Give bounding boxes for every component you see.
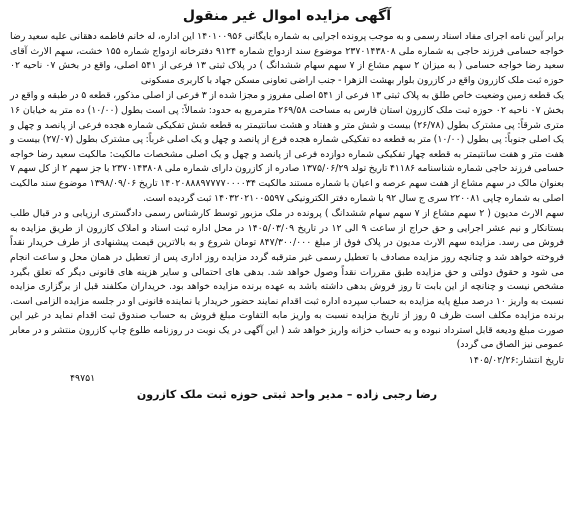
notice-body (10, 30, 564, 353)
notice-title: آگهی مزایده اموال غیر منقول (182, 8, 392, 24)
notice-code: ۴۹۷۵۱ (70, 372, 96, 384)
footer-row (10, 373, 564, 384)
notice-paragraph-auction-terms: سهم الارث مدیون ( ۲ سهم مشاع از ۷ سهم سهام ششدانگ ) پرونده در ملک مزبور توسط کارشناس رسمی دادگستری ارزیابی و در قبال طلب بستانکار و نیم عشر اجرایی و حق حراج از ساعت ۹ الی ۱۲ در تاریخ ۱۴۰۵/۰۳/۰۹ در محل اداره ثبت اسناد و املاک کازرون از طریق مزایده به فروش می رسد. مزایده سهم الارث مدیون در پلاک فوق از مبلغ ۸۴۷/۳۰۰/۰۰۰ تومان شروع و به بالاترین قیمت پیشنهادی از طرف خریدار نقداً فروخته خواهد شد و چنانچه روز مزایده مصادف با تعطیل رسمی غیر مترقبه گردد مزایده روز اداری پس از تعطیل در همان محل و ساعت انجام می شود و حقوق دولتی و حق مزایده طبق مقررات نقداً وصول خواهد شد. بدهی های احتمالی و سایر هزینه های قانونی دیگر که تعلق بگیرد مشخص نیست و چنانچه از این بابت تا روز فروش بدهی داشته باشد به عهده برنده مزایده خواهد بود. خریداران مکلفند قبل از برگزاری مزایده نسبت به واریز ۱۰ درصد مبلغ پایه مزایده به حساب سپرده اداره ثبت اقدام نمایند حضور خریدار یا نماینده قانونی او در جلسه مزایده الزامی است. برنده مزایده مکلف است ظرف ۵ روز از تاریخ مزایده نسبت به واریز مابه التفاوت مبلغ فروش به حساب صندوق ثبت اقدام نماید در غیر این صورت مبلغ ودیعه قابل استرداد نبوده و به حساب خزانه واریز خواهد شد ( این آگهی در یک نوبت در روزنامه طلوع چاپ کازرون منتشر و در معابر عمومی نیز الصاق می گردد) (10, 208, 565, 351)
publish-date: تاریخ انتشار:۱۴۰۵/۰۲/۲۶ (468, 355, 564, 367)
notice-paragraph-property: یک قطعه زمین وضعیت خاص طلق به پلاک ثبتی ۱۳ فرعی از ۵۴۱ اصلی مفروز و مجزا شده از ۳ فرعی از اصلی مذکور، قطعه ۵ در طبقه و واقع در بخش ۰۷ ناحیه ۰۲ حوزه ثبت ملک کازرون استان فارس به مساحت ۲۶۹/۵۸ مترمربع به حدود: شمالاً: پی است بطول (۱۰/۰۰) ده متر به خیابان ۱۶ متری شرقاً: پی مشترک بطول (۲۶/۷۸) بیست و شش متر و هفتاد و هشت سانتیمتر به قطعه شش تفکیکی شماره هجده فرعی از پانصد و چهل و یک اصلی جنوباً: پی بطول (۱۰/۰۰) متر به قطعه ده تفکیکی شماره هجده فرع از پانصد و چهل و یک اصلی غرباً: پی مشترک بطول (۲۷/۰۷) بیست و هفت متر و هفت سانتیمتر به قطعه چهار تفکیکی شماره دوازده فرعی از پانصد و چهل و یک اصلی مشخصات مالکیت: مالکیت سعید رضا خواجه حسامی فرزند حاجی شماره شناسنامه ۴۱۱۸۶ تاریخ تولد ۱۳۷۵/۰۶/۲۹ صادره از کازرون دارای شماره ملی ۲۳۷۰۱۴۳۸۰۸ با جز سهم ۲ از کل سهم ۷ بعنوان مالک در سهم مشاع از هفت سهم عرصه و اعیان با شماره مستند مالکیت ۱۴۰۲۰۸۸۸۹۷۷۷۷۰۰۰۰۳۴ تاریخ ۱۳۹۸/۰۹/۰۶ موضوع سند مالکیت اصلی به شماره چاپی ۲۲۰۰۸۱ سری ج سال ۹۲ با شماره دفتر الکترونیکی ۱۴۰۳۲۰۲۱۰۰۵۵۹۷ ثبت گردیده است. (10, 90, 565, 204)
notice-paragraph-intro: برابر آیین نامه اجرای مفاد اسناد رسمی و به موجب پرونده اجرایی به شماره بایگانی ۱۴۰۱۰۰۹۵۶ این اداره، له خانم فاطمه دهقانی علیه سعید رضا خواجه حسامی فرزند حاجی به شماره ملی ۲۳۷۰۱۴۳۸۰۸ موضوع سند ازدواج شماره ۹۱۲۴ دفترخانه ازدواج شماره ۱۵۵ خشت، سهم الارث آقای سعید رضا خواجه حسامی ( به میزان ۲ سهم مشاع از ۷ سهم سهام ششدانگ ) در پلاک ثبتی ۱۳ فرعی از ۵۴۱ اصلی، واقع در بخش ۰۷ ناحیه ۰۲ حوزه ثبت ملک کازرون واقع در کازرون بلوار بهشت الزهرا - جنب اراضی تعاونی مسکن جهاد با کاربری مسکونی (10, 31, 565, 86)
signature-line: رضا رجبی زاده – مدیر واحد ثبتی حوزه ثبت ملک کازرون (136, 387, 438, 401)
